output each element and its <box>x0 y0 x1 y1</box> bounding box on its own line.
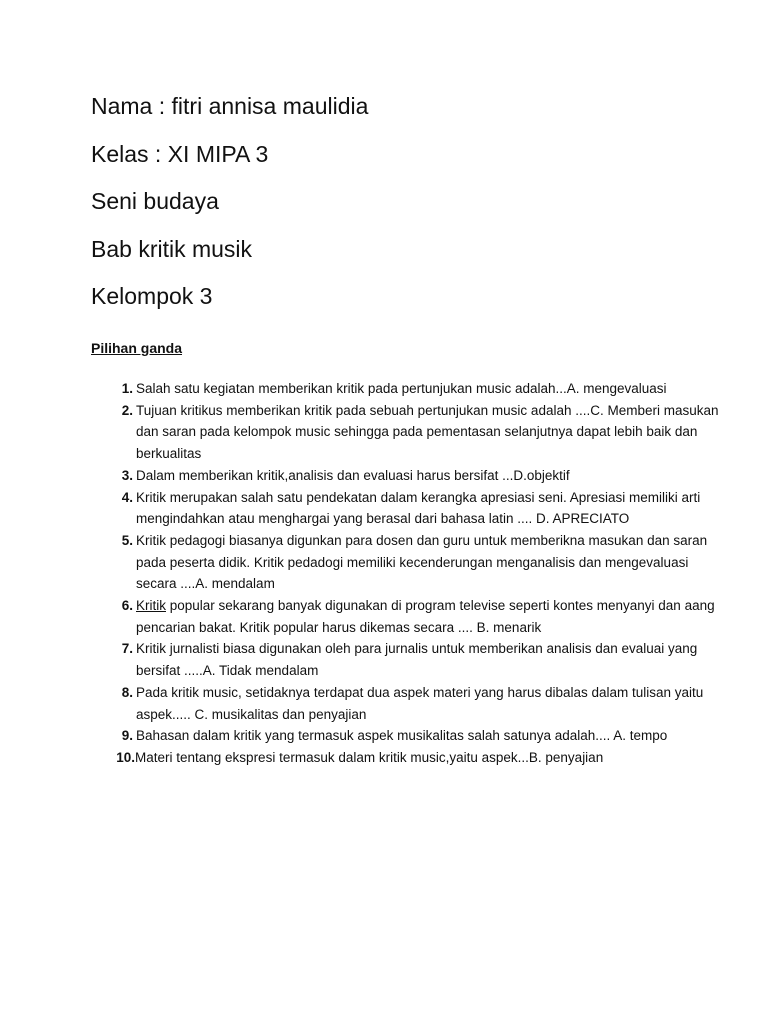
list-item <box>91 487 728 530</box>
question-text: Kritik jurnalisti biasa digunakan oleh para jurnalis untuk memberikan analisis dan evaluai yang bersifat .....A. Tidak mendalam <box>136 641 698 679</box>
question-number: 3. <box>121 467 133 483</box>
question-number: 10. <box>116 749 135 765</box>
list-item <box>91 747 728 769</box>
question-number: 5. <box>121 532 133 548</box>
subject-title: Seni budaya <box>91 188 219 214</box>
question-text: Salah satu kegiatan memberikan kritik pada pertunjukan music adalah...A. mengevaluasi <box>136 381 667 396</box>
list-item <box>91 638 728 681</box>
question-text: Kritik merupakan salah satu pendekatan dalam kerangka apresiasi seni. Apresiasi memiliki arti mengindahkan atau menghargai yang berasal dari bahasa latin .... D. APRECIATO <box>136 489 701 527</box>
question-text-wrapper <box>136 595 728 638</box>
chapter-title: Bab kritik musik <box>91 235 253 262</box>
student-header <box>91 0 728 308</box>
list-item <box>91 725 728 747</box>
group-label: Kelompok 3 <box>91 283 213 309</box>
section-title: Pilihan ganda <box>91 340 183 356</box>
question-number: 2. <box>121 402 133 418</box>
question-number: 9. <box>121 728 133 744</box>
question-number: 8. <box>121 684 133 700</box>
question-text: Tujuan kritikus memberikan kritik pada sebuah pertunjukan music adalah ....C. Memberi masukan dan saran pada kelompok music sehingga pada pementasan selanjutnya dapat lebih baik dan berkualitas <box>136 402 719 462</box>
list-item <box>91 530 728 595</box>
list-item <box>91 595 728 638</box>
question-number: 1. <box>121 381 133 396</box>
question-text: popular sekarang banyak digunakan di program televise seperti kontes menyanyi dan aang pencarian bakat. Kritik popular harus dikemas secara .... B. menarik <box>136 598 715 635</box>
question-text: Materi tentang ekspresi termasuk dalam kritik music,yaitu aspek...B. penyajian <box>135 749 604 765</box>
question-text: Pada kritik music, setidaknya terdapat dua aspek materi yang harus dibalas dalam tulisan yaitu aspek..... C. musikalitas dan penyajian <box>136 684 704 722</box>
student-name: Nama : fitri annisa maulidia <box>91 93 369 119</box>
question-number: 4. <box>121 489 133 505</box>
question-text: Dalam memberikan kritik,analisis dan evaluasi harus bersifat ...D.objektif <box>136 467 570 483</box>
student-class: Kelas : XI MIPA 3 <box>91 140 269 167</box>
list-item <box>91 682 728 725</box>
question-number: 7. <box>121 641 133 657</box>
list-item <box>91 400 728 465</box>
question-list <box>91 378 728 769</box>
list-item <box>91 378 728 400</box>
question-text: Kritik pedagogi biasanya digunkan para dosen dan guru untuk memberikna masukan dan saran pada peserta didik. Kritik pedadogi memiliki kecenderungan menganalisis dan mengevaluasi secara ....A. mendalam <box>136 532 708 592</box>
question-text: Bahasan dalam kritik yang termasuk aspek musikalitas salah satunya adalah.... A. tempo <box>136 728 668 744</box>
underlined-word: Kritik <box>136 598 166 614</box>
list-item <box>91 465 728 487</box>
question-number: 6. <box>121 598 133 614</box>
